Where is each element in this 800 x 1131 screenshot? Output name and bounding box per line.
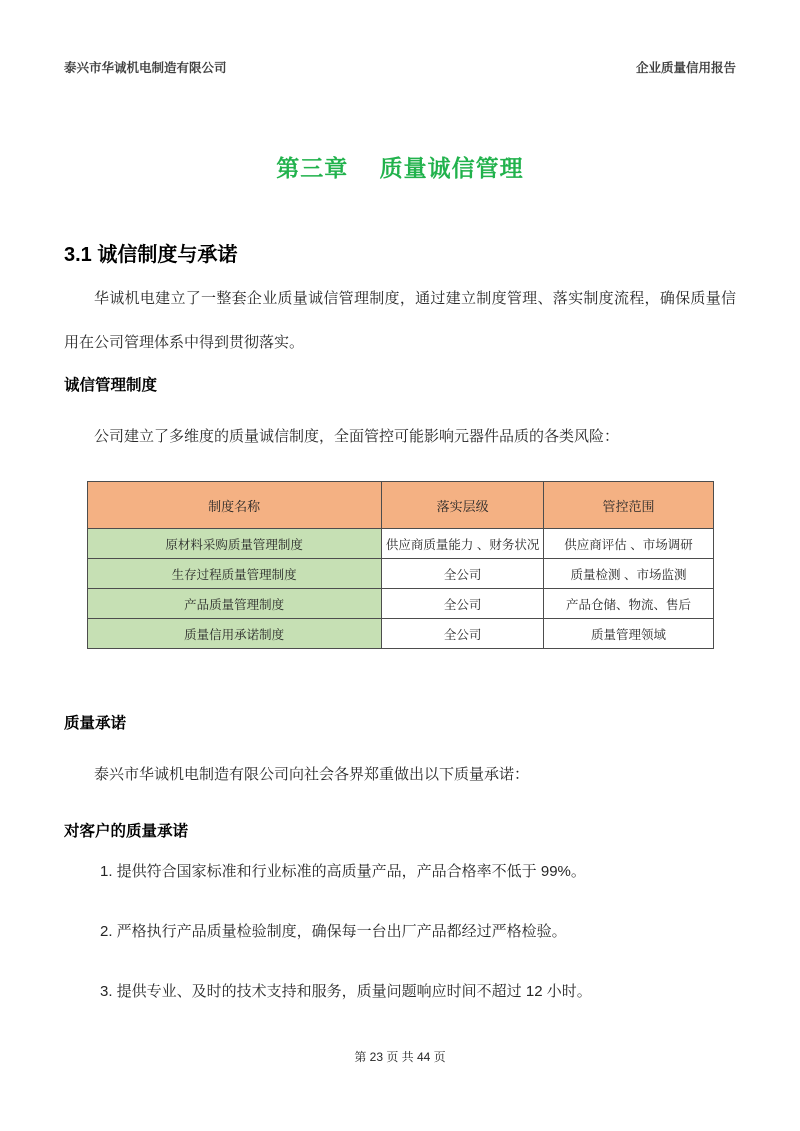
table-row	[87, 589, 713, 619]
section-title: 3.1 诚信制度与承诺	[64, 244, 238, 266]
table-header-cell: 制度名称	[87, 482, 381, 529]
table-cell: 供应商质量能力 、财务状况	[381, 529, 544, 559]
list-item: 1. 提供符合国家标准和行业标准的高质量产品，产品合格率不低于 99%。	[100, 863, 586, 880]
table-cell: 全公司	[381, 589, 544, 619]
document-header	[0, 0, 800, 76]
table-body	[87, 529, 713, 649]
table-row	[87, 619, 713, 649]
table-header-row	[87, 482, 713, 529]
table-row	[87, 559, 713, 589]
subsection-title-customer-commitment: 对客户的质量承诺	[64, 823, 189, 840]
page-number: 第 23 页 共 44 页	[354, 1050, 446, 1064]
table-cell: 质量管理领域	[544, 619, 713, 649]
chapter-title: 第三章 质量诚信管理	[276, 155, 524, 181]
list-item: 2. 严格执行产品质量检验制度，确保每一台出厂产品都经过严格检验。	[100, 923, 567, 940]
table-cell: 产品质量管理制度	[87, 589, 381, 619]
table-header-cell: 管控范围	[544, 482, 713, 529]
document-body	[0, 238, 800, 1007]
header-company-name: 泰兴市华诚机电制造有限公司	[64, 61, 227, 75]
header-report-title: 企业质量信用报告	[635, 61, 736, 75]
table-cell: 全公司	[381, 619, 544, 649]
table-cell: 生存过程质量管理制度	[87, 559, 381, 589]
table-cell: 产品仓储、物流、售后	[544, 589, 713, 619]
table-cell: 全公司	[381, 559, 544, 589]
page-footer	[0, 1048, 800, 1065]
table-cell: 供应商评估 、市场调研	[544, 529, 713, 559]
commitment-list	[64, 857, 736, 1007]
subsection-title-quality-commitment: 质量承诺	[64, 715, 127, 732]
table-header-cell: 落实层级	[381, 482, 544, 529]
subsection-paragraph: 公司建立了多维度的质量诚信制度，全面管控可能影响元器件品质的各类风险：	[94, 428, 620, 445]
table-cell: 原材料采购质量管理制度	[87, 529, 381, 559]
table-cell: 质量检测 、市场监测	[544, 559, 713, 589]
list-item: 3. 提供专业、及时的技术支持和服务，质量问题响应时间不超过 12 小时。	[100, 983, 592, 1000]
table-row	[87, 529, 713, 559]
section-paragraph: 华诚机电建立了一整套企业质量诚信管理制度，通过建立制度管理、落实制度流程，确保质量信用在公司管理体系中得到贯彻落实。	[64, 290, 736, 351]
subsection-title-integrity-system: 诚信管理制度	[64, 377, 158, 394]
integrity-system-table	[87, 481, 714, 649]
table-cell: 质量信用承诺制度	[87, 619, 381, 649]
commitment-paragraph: 泰兴市华诚机电制造有限公司向社会各界郑重做出以下质量承诺：	[94, 766, 530, 783]
